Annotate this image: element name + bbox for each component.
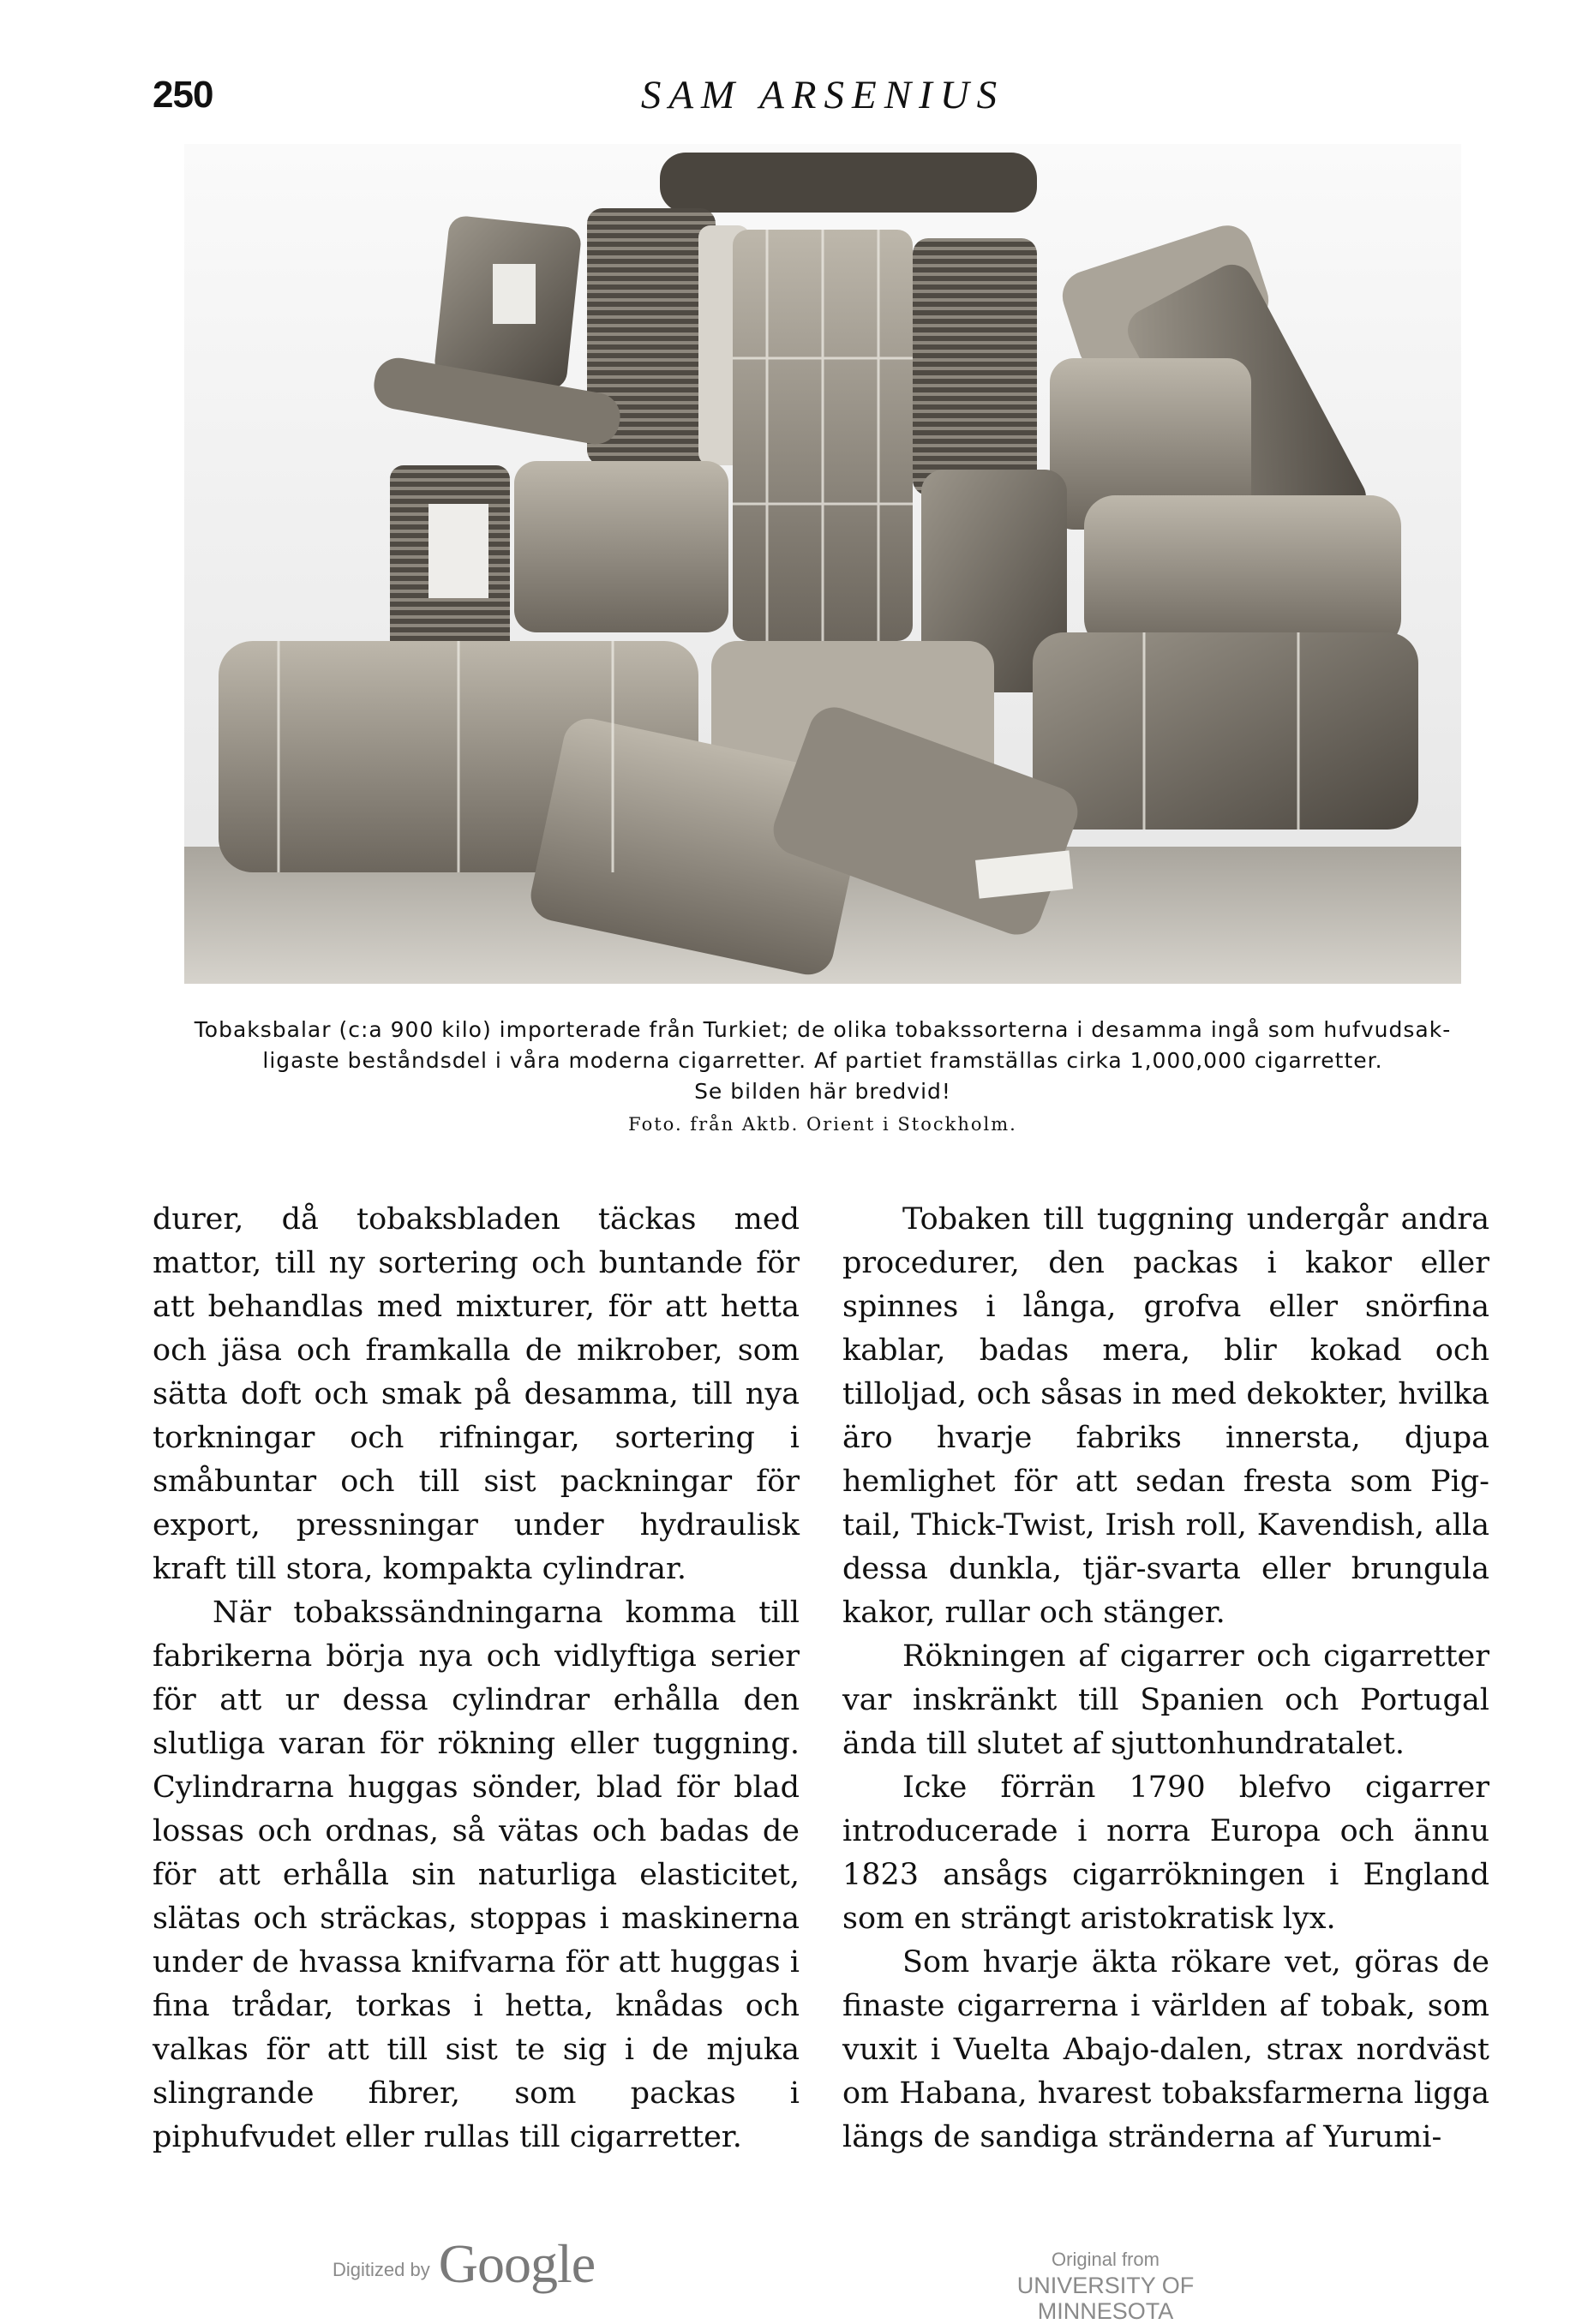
figure-caption [167, 1015, 1478, 1140]
photo-illustration [184, 144, 1461, 984]
paragraph: Rökningen af cigarrer och cigarretter var inskränkt till Spanien och Portugal ända till slutet af sjuttonhundratalet. [842, 1639, 1489, 1761]
paragraph: Icke förrän 1790 blefvo cigarrer introducerade i norra Europa och ännu 1823 ansågs cigarrökningen i England som en strängt aristokratisk lyx. [842, 1770, 1489, 1936]
page-number: 250 [153, 74, 213, 116]
left-column [153, 1198, 800, 2159]
paragraph: Som hvarje äkta rökare vet, göras de finaste cigarrerna i världen af tobak, som vuxit i Vuelta Abajo-dalen, strax nordväst om Habana, hvarest tobaksfarmerna ligga längs de sandiga stränderna af Yurumi- [842, 1945, 1489, 2154]
digitized-by-watermark [333, 2233, 596, 2294]
photo-credit: Foto. från Aktb. Orient i Stockholm. [628, 1114, 1017, 1135]
digitized-by-label: Digitized by [333, 2259, 430, 2280]
paragraph: durer, då tobaksbladen täckas med mattor, till ny sortering och buntande för att behandlas med mixturer, för att hetta och jäsa och framkalla de mikrober, som sätta doft och smak på desamma, till nya torkningar och rifningar, sortering i småbuntar och till sist packningar för export, pressningar under hydraulisk kraft till stora, kompakta cylindrar. [153, 1202, 800, 1586]
right-column [842, 1198, 1489, 2159]
paragraph: När tobakssändningarna komma till fabrikerna börja nya och vidlyftiga serier för att ur dessa cylindrar erhålla den slutliga varan för rökning eller tuggning. Cylindrarna huggas sönder, blad för blad lossas och ordnas, så vätas och badas de för att erhålla sin naturliga elasticitet, slätas och sträckas, stoppas i maskinerna under de hvassa knifvarna för att huggas i fina trådar, torkas i hetta, knådas och valkas för att till sist te sig i de mjuka slingrande fibrer, som packas i piphufvudet eller rullas till cigarretter. [153, 1596, 800, 2154]
google-logo: Google [438, 2233, 596, 2294]
original-from-watermark [951, 2247, 1260, 2324]
institution-name: UNIVERSITY OF MINNESOTA [1016, 2273, 1195, 2324]
original-from-label: Original from [1052, 2249, 1160, 2270]
caption-line: Tobaksbalar (c:a 900 kilo) importerade från Turkiet; de olika tobakssorterna i desamma ingå som hufvudsak- [194, 1017, 1452, 1042]
running-title: SAM ARSENIUS [640, 73, 1005, 117]
tobacco-bales-photo [184, 144, 1461, 984]
caption-line: ligaste beståndsdel i våra moderna cigarretter. Af partiet framställas cirka 1,000,000 cigarretter. [262, 1048, 1383, 1073]
paragraph: Tobaken till tuggning undergår andra procedurer, den packas i kakor eller spinnes i långa, grofva eller snörfina kablar, badas mera, blir kokad och tilloljad, och såsas in med dekokter, hvilka äro hvarje fabriks innersta, djupa hemlighet för att sedan fresta som Pig-tail, Thick-Twist, Irish roll, Kavendish, alla dessa dunkla, tjär-svarta eller brungula kakor, rullar och stänger. [842, 1202, 1489, 1630]
caption-line: Se bilden här bredvid! [694, 1079, 951, 1104]
